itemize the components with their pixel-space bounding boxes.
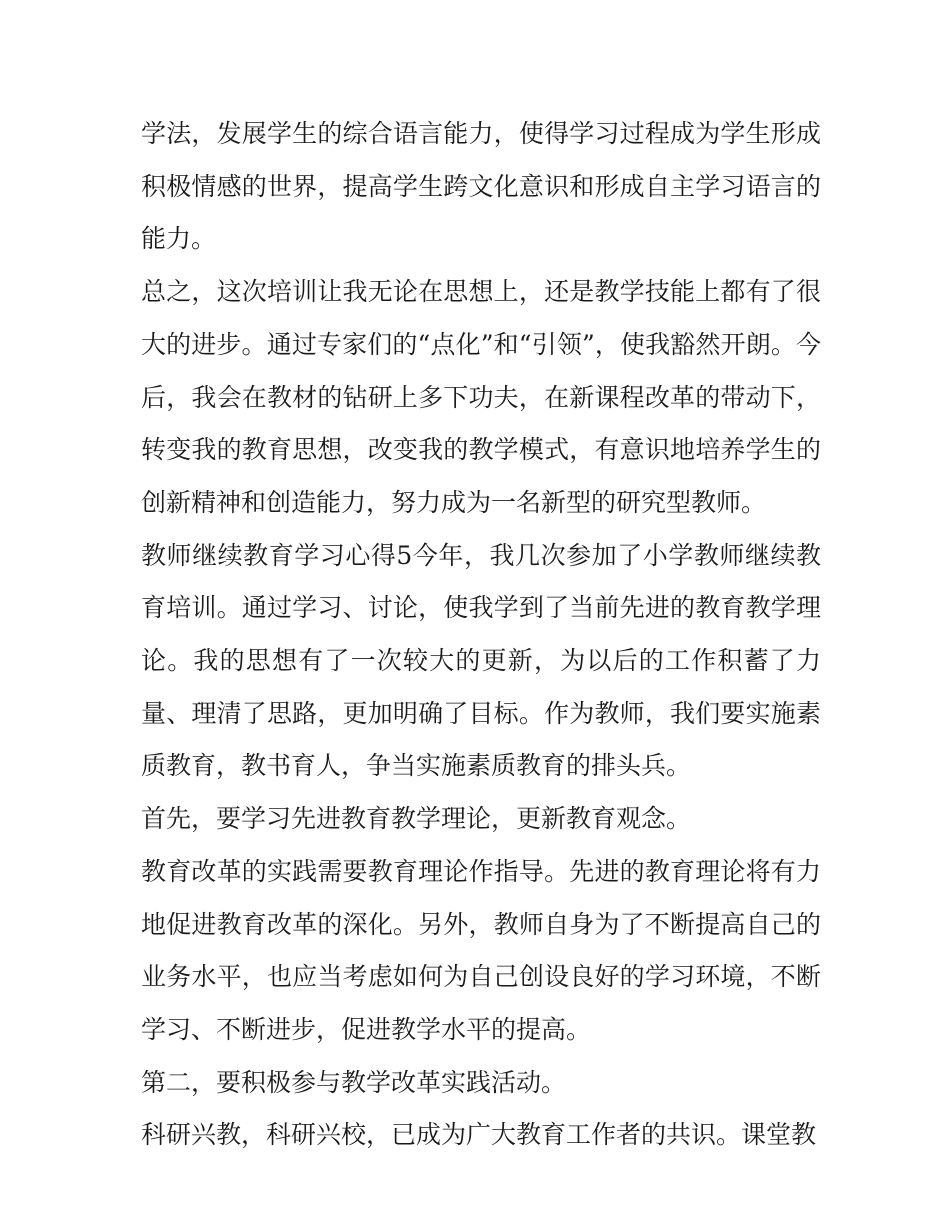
paragraph-language-ability: 学法，发展学生的综合语言能力，使得学习过程成为学生形成积极情感的世界，提高学生跨文化意识和形成自主学习语言的能力。: [141, 119, 821, 254]
paragraph-research: 科研兴教，科研兴校，已成为广大教育工作者的共识。课堂教: [141, 1120, 817, 1150]
body-text: [141, 108, 821, 1162]
paragraph-first-point: 首先，要学习先进教育教学理论，更新教育观念。: [141, 804, 692, 834]
paragraph-education-reform: 教育改革的实践需要教育理论作指导。先进的教育理论将有力地促进教育改革的深化。另外，教师自身为了不断提高自己的业务水平，也应当考虑如何为自己创设良好的学习环境，不断学习、不断进步，促进教学水平的提高。: [141, 856, 821, 1044]
paragraph-training-summary: 总之，这次培训让我无论在思想上，还是教学技能上都有了很大的进步。通过专家们的“点化”和“引领”，使我豁然开朗。今后，我会在教材的钻研上多下功夫，在新课程改革的带动下，转变我的教育思想，改变我的教学模式，有意识地培养学生的创新精神和创造能力，努力成为一名新型的研究型教师。: [141, 277, 821, 517]
paragraph-second-point: 第二，要积极参与教学改革实践活动。: [141, 1067, 567, 1097]
paragraph-continuing-education: 教师继续教育学习心得5今年，我几次参加了小学教师继续教育培训。通过学习、讨论，使我学到了当前先进的教育教学理论。我的思想有了一次较大的更新，为以后的工作积蓄了力量、理清了思路，更加明确了目标。作为教师，我们要实施素质教育，教书育人，争当实施素质教育的排头兵。: [141, 540, 821, 781]
